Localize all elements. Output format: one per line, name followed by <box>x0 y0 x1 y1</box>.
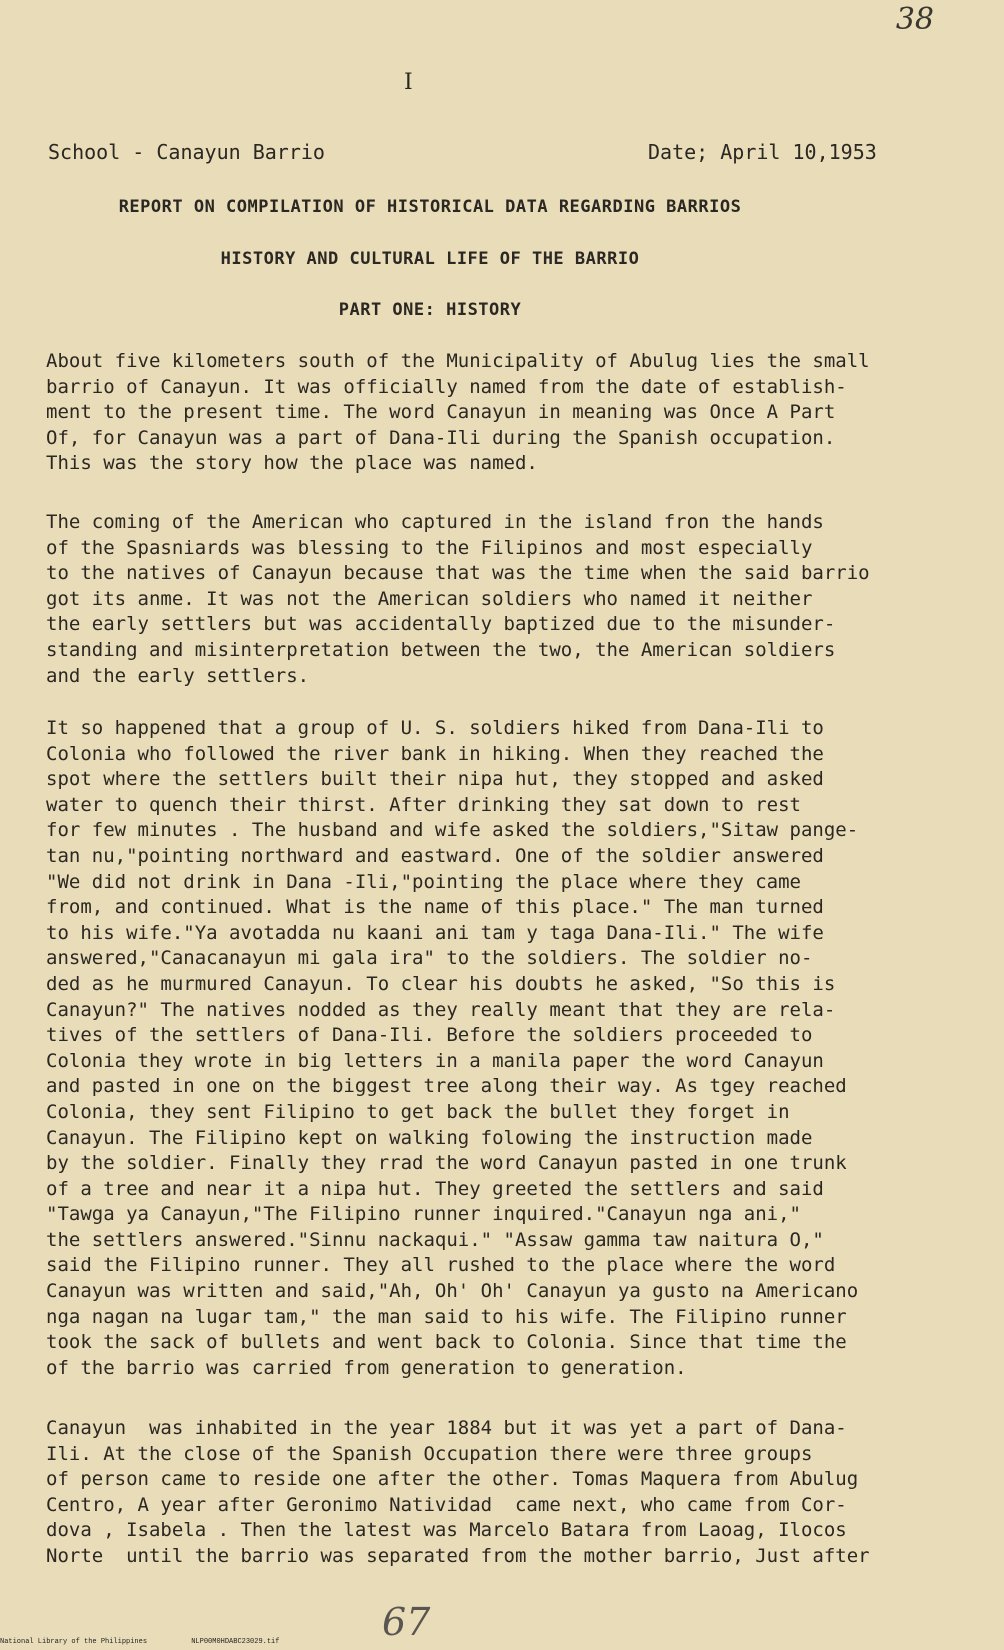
section-roman-numeral: I <box>404 70 413 95</box>
part-title: PART ONE: HISTORY <box>338 300 522 320</box>
library-name: National Library of the Philippines <box>0 1638 148 1646</box>
school-name: School - Canayun Barrio <box>48 140 325 164</box>
bottom-handwritten-number: 67 <box>382 1600 431 1644</box>
report-date: Date; April 10,1953 <box>648 140 877 164</box>
report-title: REPORT ON COMPILATION OF HISTORICAL DATA REGARDING BARRIOS <box>118 197 742 217</box>
file-code: NLP00M0HDABC23029.tif <box>191 1638 280 1646</box>
paragraph-1: About five kilometers south of the Municipality of Abulug lies the small barrio of Canayun. It was officially named from the date of establish- ment to the present time. The word Canayun in meaning was Once A Part Of, for Canayun was a part of Dana-Ili during the Spanish occupation. This was the story how the place was named. <box>46 350 870 475</box>
paragraph-3: It so happened that a group of U. S. soldiers hiked from Dana-Ili to Colonia who followed the river bank in hiking. When they reached the spot where the settlers built their nipa hut, they stopped and asked water to quench their thirst. After drinking they sat down to rest for few minutes . The husband and wife asked the soldiers,"Sitaw pange- tan nu,"pointing northward and eastward. One of the soldier answered "We did not drink in Dana -Ili,"pointing the place where they came from, and continued. What is the name of this place." The man turned to his wife."Ya avotadda nu kaani ani tam y taga Dana-Ili." The wife answered,"Canacanayun mi gala ira" to the soldiers. The soldier no- ded as he murmured Canayun. To clear his doubts he asked, "So this is Canayun?" The natives nodded as they really meant that they are rela- tives of the settlers of Dana-Ili. Before the soldiers proceeded to Colonia they wrote in big letters in a manila paper the word Canayun and pasted in one on the biggest tree along their way. As tgey reached Colonia, they sent Filipino to get back the bullet they forget in Canayun. The Filipino kept on walking folowing the instruction made by the soldier. Finally they rrad the word Canayun pasted in one trunk of a tree and near it a nipa hut. They greeted the settlers and said "Tawga ya Canayun,"The Filipino runner inquired."Canayun nga ani," the settlers answered."Sinnu nackaqui." "Assaw gamma taw naitura O," said the Filipino runner. They all rushed to the place where the word Canayun was written and said,"Ah, Oh' Oh' Canayun ya gusto na Americano nga nagan na lugar tam," the man said to his wife. The Filipino runner took the sack of bullets and went back to Colonia. Since that time the of the barrio was carried from generation to generation. <box>46 717 859 1379</box>
paragraph-2: The coming of the American who captured in the island fron the hands of the Spasniards was blessing to the Filipinos and most especially to the natives of Canayun because that was the time when the said barrio got its anme. It was not the American soldiers who named it neither the early settlers but was accidentally baptized due to the misunder- standing and misinterpretation between the two, the American soldiers and the early settlers. <box>46 511 870 687</box>
scan-footer <box>0 1638 279 1646</box>
folio-handwritten-number: 38 <box>895 2 934 37</box>
paragraph-4: Canayun was inhabited in the year 1884 but it was yet a part of Dana- Ili. At the close of the Spanish Occupation there were three groups of person came to reside one after the other. Tomas Maquera from Abulug Centro, A year after Geronimo Natividad came next, who came from Cor- dova , Isabela . Then the latest was Marcelo Batara from Laoag, Ilocos Norte until the barrio was separated from the mother barrio, Just after <box>46 1417 870 1567</box>
history-title: HISTORY AND CULTURAL LIFE OF THE BARRIO <box>220 249 640 269</box>
